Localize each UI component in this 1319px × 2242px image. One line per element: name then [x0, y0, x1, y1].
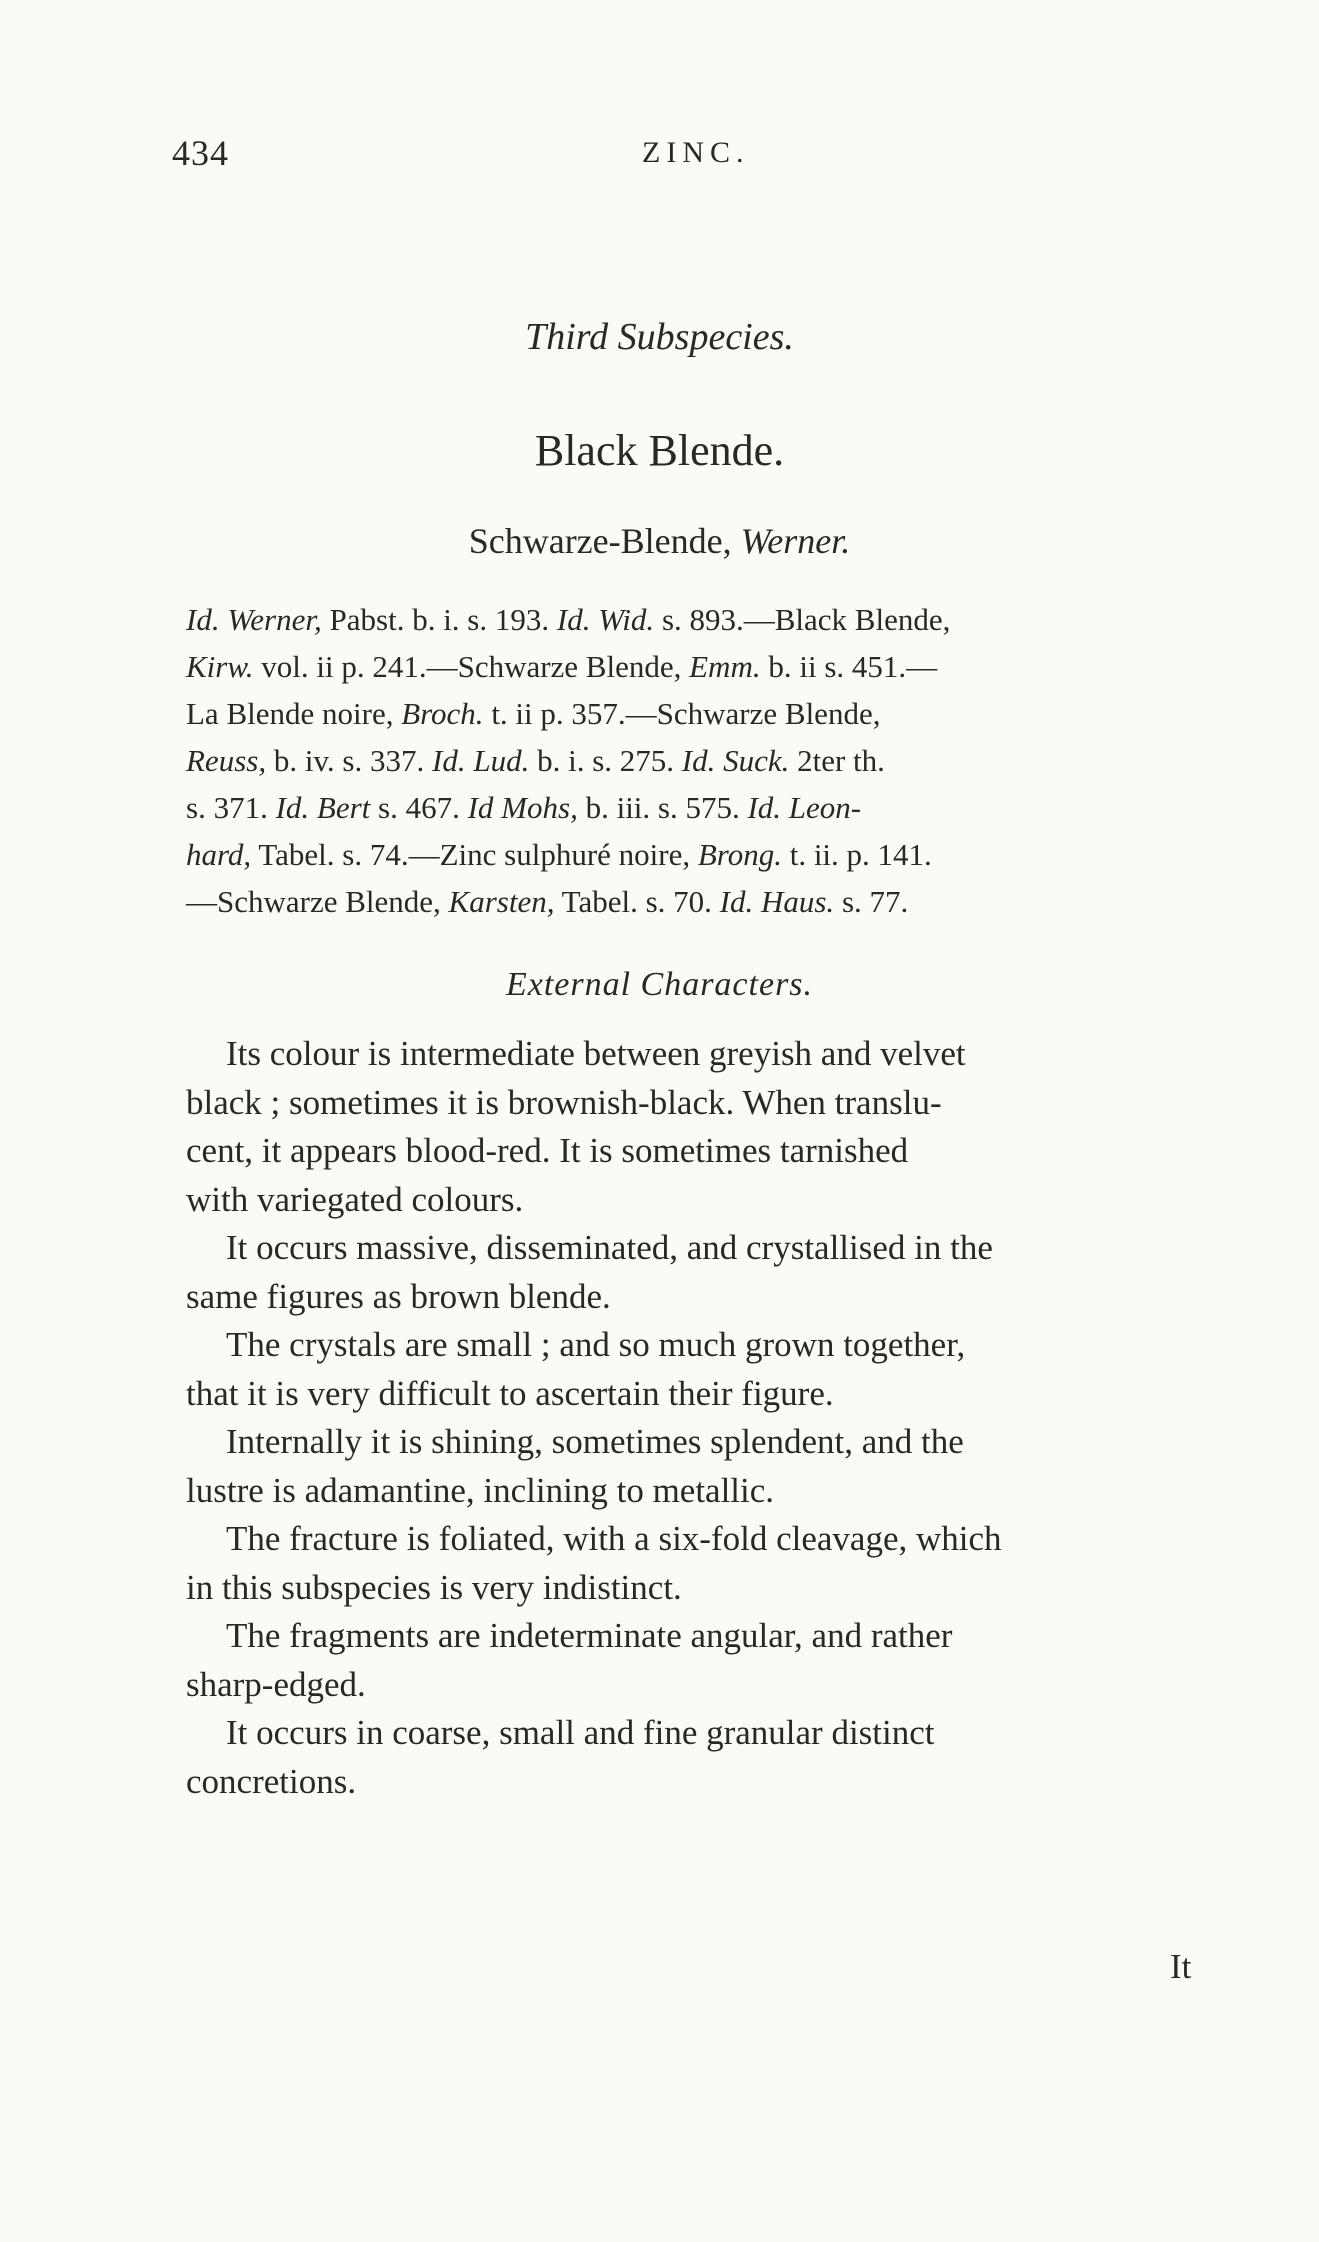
ref-text: b. i. s. 275.	[529, 743, 682, 778]
text-line: same figures as brown blende.	[186, 1276, 611, 1316]
reference-line	[186, 784, 1316, 831]
reference-line	[186, 878, 1316, 925]
text-line: black ; sometimes it is brownish-black. When translu-	[186, 1082, 942, 1122]
page-header	[172, 132, 1139, 182]
ref-author: Id. Werner,	[186, 602, 322, 637]
ref-text: Tabel. s. 74.—Zinc sulphuré noire,	[251, 837, 698, 872]
text-line: It occurs massive, disseminated, and crystallised in the	[226, 1228, 993, 1267]
ref-author: Id Mohs,	[467, 790, 578, 825]
reference-line	[186, 690, 1316, 737]
ref-author: Karsten,	[448, 884, 555, 919]
ref-text: —Schwarze Blende,	[186, 884, 449, 919]
running-head: ZINC.	[642, 136, 750, 169]
text-line: in this subspecies is very indistinct.	[186, 1567, 682, 1607]
ref-author: hard,	[186, 837, 252, 872]
text-line: The crystals are small ; and so much grown together,	[226, 1325, 966, 1364]
synonym-name: Schwarze-Blende,	[468, 521, 732, 561]
ref-author: Kirw.	[186, 649, 254, 684]
ref-author: Reuss,	[186, 743, 267, 778]
text-line: It occurs in coarse, small and fine granular distinct	[226, 1713, 935, 1752]
text-line: that it is very difficult to ascertain their figure.	[186, 1373, 834, 1413]
text-line: The fracture is foliated, with a six-fold cleavage, which	[226, 1519, 1002, 1558]
reference-line	[186, 737, 1316, 784]
ref-author: Id. Bert	[275, 790, 371, 825]
references-block	[186, 596, 1316, 925]
subspecies-heading: Third Subspecies.	[525, 316, 794, 358]
text-line: sharp-edged.	[186, 1664, 366, 1704]
catchword: It	[1170, 1947, 1192, 1986]
ref-text: s. 893.—Black Blende,	[654, 602, 951, 637]
ref-text: b. iii. s. 575.	[577, 790, 748, 825]
ref-author: Id. Lud.	[432, 743, 530, 778]
ref-text: Tabel. s. 70.	[554, 884, 720, 919]
ref-text: Pabst. b. i. s. 193.	[321, 602, 557, 637]
ref-text: 2ter th.	[789, 743, 885, 778]
ref-text: vol. ii p. 241.—Schwarze Blende,	[253, 649, 690, 684]
ref-author: Id. Leon-	[747, 790, 862, 825]
body-text	[186, 1030, 1316, 1806]
text-line: with variegated colours.	[186, 1179, 524, 1219]
section-heading: External Characters.	[505, 966, 814, 1003]
ref-text: s. 77.	[834, 884, 909, 919]
ref-author: Broch.	[401, 696, 484, 731]
ref-text: s. 371.	[186, 790, 276, 825]
synonym-author: Werner.	[740, 521, 851, 561]
ref-text: b. iv. s. 337.	[266, 743, 432, 778]
text-line: concretions.	[186, 1761, 357, 1801]
text-line: The fragments are indeterminate angular, and rather	[226, 1616, 953, 1655]
ref-author: Emm.	[689, 649, 761, 684]
ref-author: Id. Haus.	[719, 884, 835, 919]
ref-author: Id. Suck.	[681, 743, 790, 778]
reference-line	[186, 596, 1316, 643]
text-line: lustre is adamantine, inclining to metallic.	[186, 1470, 775, 1510]
text-line: Internally it is shining, sometimes splendent, and the	[226, 1422, 964, 1461]
ref-text: t. ii. p. 141.	[781, 837, 932, 872]
reference-line	[186, 831, 1316, 878]
ref-text: t. ii p. 357.—Schwarze Blende,	[483, 696, 881, 731]
mineral-name: Black Blende.	[534, 426, 785, 475]
ref-text: La Blende noire,	[186, 696, 402, 731]
ref-author: Id. Wid.	[556, 602, 655, 637]
reference-line	[186, 643, 1316, 690]
text-line: cent, it appears blood-red. It is sometimes tarnished	[186, 1131, 909, 1170]
ref-text: s. 467.	[370, 790, 468, 825]
ref-text: b. ii s. 451.—	[760, 649, 938, 684]
synonym-line	[0, 520, 1319, 562]
text-line: Its colour is intermediate between greyish and velvet	[226, 1034, 966, 1073]
page-number: 434	[172, 133, 229, 173]
ref-author: Brong.	[697, 837, 782, 872]
